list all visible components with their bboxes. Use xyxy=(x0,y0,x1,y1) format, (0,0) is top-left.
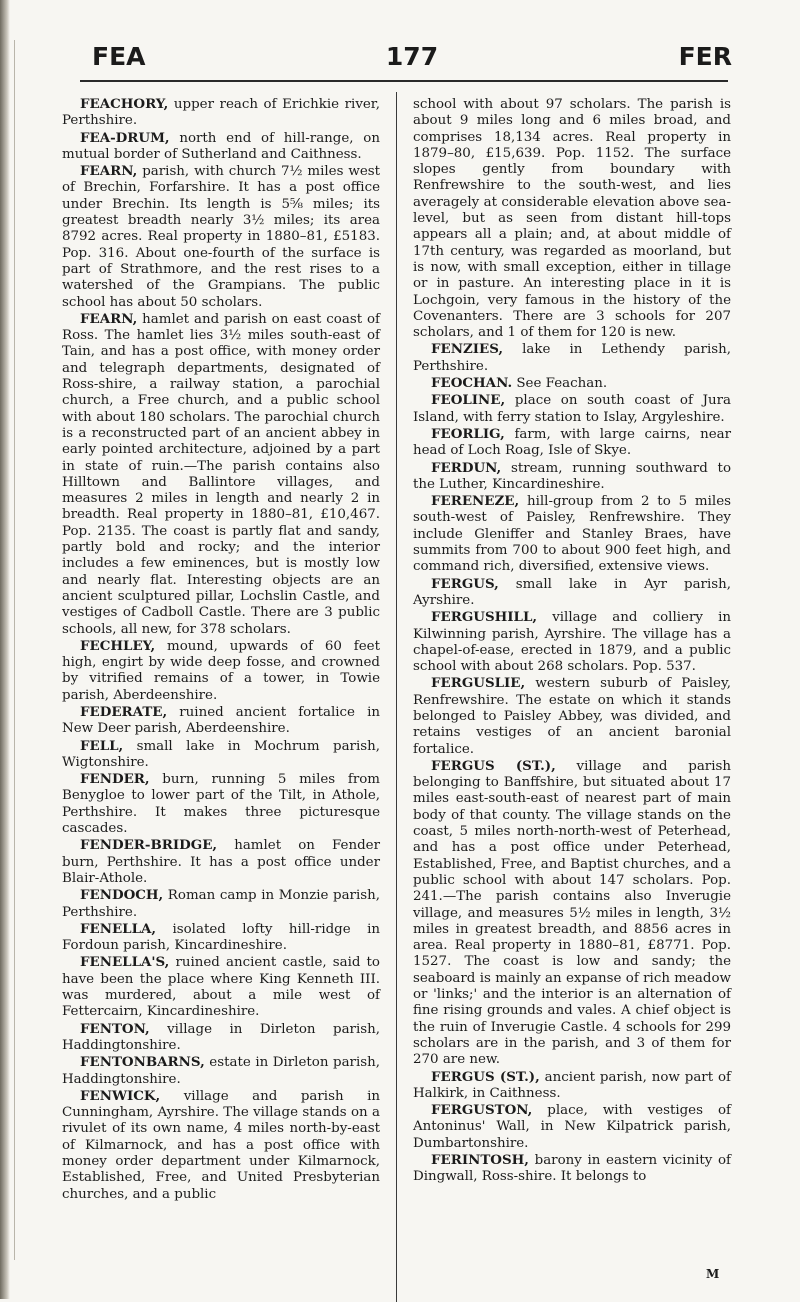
entry-term: FERGUSLIE, xyxy=(431,675,526,692)
entry-text: small lake in Mochrum parish, Wigtonshire. xyxy=(62,738,380,770)
entry-text: village in Dirleton parish, Haddingtonshire. xyxy=(62,1021,380,1053)
entry-term: FEOLINE, xyxy=(431,392,506,409)
entry-term: FEACHORY, xyxy=(80,96,169,112)
entry-text: estate in Dirleton parish, Haddingtonshire. xyxy=(62,1055,380,1087)
column-divider xyxy=(396,92,397,1302)
entry-term: FENELLA, xyxy=(80,920,157,937)
left-column xyxy=(62,96,380,1203)
gazetteer-entry xyxy=(62,96,380,130)
spine-edge-line xyxy=(14,40,15,1260)
gazetteer-entry xyxy=(413,758,731,1069)
entry-term: FENDOCH, xyxy=(80,887,164,904)
entry-term: FENWICK, xyxy=(80,1087,161,1104)
entry-text: village and colliery in Kilwinning parish, Ayrshire. The village has a chapel-of-ease, erected in 1879, and a public school with about 268 scholars. Pop. 537. xyxy=(413,610,731,675)
entry-text: barony in eastern vicinity of Dingwall, Ross-shire. It belongs to xyxy=(413,1153,731,1185)
entry-term: FERGUS (ST.), xyxy=(431,1068,540,1085)
entry-text: upper reach of Erichkie river, Perthshire. xyxy=(62,97,380,129)
entry-term: FEOCHAN. xyxy=(431,375,513,392)
gazetteer-entry xyxy=(62,1021,380,1055)
page-number: 177 xyxy=(385,42,439,71)
gazetteer-entry xyxy=(413,341,731,375)
gazetteer-entry xyxy=(62,1088,380,1203)
gazetteer-entry xyxy=(62,771,380,837)
entry-term: FEA-DRUM, xyxy=(80,129,170,146)
entry-term: FENELLA'S, xyxy=(80,954,170,971)
gazetteer-entry xyxy=(413,609,731,675)
gazetteer-entry xyxy=(62,704,380,738)
entry-text: isolated lofty hill-ridge in Fordoun parish, Kincardineshire. xyxy=(62,921,380,954)
entry-text: hill-group from 2 to 5 miles south-west of Paisley, Renfrewshire. They include Gleniffer and Stanley Braes, have summits from 700 to about 900 feet high, and command rich, diversified, extensive views. xyxy=(413,494,731,575)
entry-term: FELL, xyxy=(80,737,124,754)
entry-term: FERINTOSH, xyxy=(431,1152,529,1168)
entry-term: FENTON, xyxy=(80,1020,150,1037)
entry-text: farm, with large cairns, near head of Loch Roag, Isle of Skye. xyxy=(413,426,731,459)
entry-text: village and parish belonging to Banffshire, but situated about 17 miles east-south-east of nearest part of main body of that county. The village stands on the coast, 5 miles north-north-west of Peterhead, and has a post office under Peterhead, Established, Free, and Baptist churches, and a public school with about 147 scholars. Pop. 241.—The parish contains also Inverugie village, and measures 5½ miles in length, 3½ miles in greatest breadth, and 8856 acres in area. Real property in 1880–81, £8771. Pop. 1527. The coast is low and sandy; the seaboard is mainly an expanse of rich meadow or 'links;' and the interior is an alternation of fine rising grounds and vales. A chief object is the ruin of Inverugie Castle. 4 schools for 299 scholars are in the parish, and 3 of them for 270 are new. xyxy=(413,758,731,1068)
entry-text: lake in Lethendy parish, Perthshire. xyxy=(413,342,731,374)
book-spine-shadow xyxy=(0,0,10,1299)
gazetteer-entry xyxy=(413,375,731,392)
entry-text: school with about 97 scholars. The parish is about 9 miles long and 6 miles broad, and comprises 18,134 acres. Real property in 1879–80, £15,639. Pop. 1152. The surface slopes gently from boundary with Renfrewshire to the south-west, and lies averagely at considerable elevation above sea-level, but as seen from distant hill-tops appears all a plain; and, at about middle of 17th century, was regarded as moorland, but is now, with small exception, either in tillage or in pasture. An interesting place in it is Lochgoin, very famous in the history of the Covenanters. There are 3 schools for 207 scholars, and 1 of them for 120 is new. xyxy=(413,97,731,341)
gazetteer-entry xyxy=(62,837,380,887)
entry-term: FENDER-BRIDGE, xyxy=(80,837,218,854)
entry-term: FEDERATE, xyxy=(80,703,168,720)
entry-text: hamlet on Fender burn, Perthshire. It has a post office under Blair-Athole. xyxy=(62,838,380,886)
gazetteer-entry xyxy=(62,887,380,921)
entry-text: ruined ancient fortalice in New Deer parish, Aberdeenshire. xyxy=(62,704,380,737)
entry-text: place on south coast of Jura Island, with ferry station to Islay, Argyleshire. xyxy=(413,393,731,425)
gazetteer-entry xyxy=(62,311,380,638)
entry-term: FERDUN, xyxy=(431,459,502,476)
entry-term: FERGUSHILL, xyxy=(431,609,538,626)
entry-term: FENDER, xyxy=(80,771,150,788)
gazetteer-entry xyxy=(413,1069,731,1103)
header-guide-word-left: FEA xyxy=(92,42,146,71)
entry-text: village and parish in Cunningham, Ayrshire. The village stands on a rivulet of its own name, 4 miles north-by-east of Kilmarnock, and has a post office with money order department under Kilmarnock, Established, Free, and United Presbyterian churches, and a public xyxy=(62,1088,380,1202)
right-column xyxy=(413,96,731,1186)
gazetteer-entry xyxy=(413,576,731,610)
entry-term: FEARN, xyxy=(80,310,138,327)
entry-text: See Feachan. xyxy=(512,376,608,392)
entry-term: FERGUSTON, xyxy=(431,1102,533,1119)
gazetteer-entry xyxy=(62,638,380,704)
gazetteer-entry xyxy=(413,392,731,426)
header-guide-word-right: FER xyxy=(678,42,732,71)
entry-term: FECHLEY, xyxy=(80,637,156,654)
entry-text: mound, upwards of 60 feet high, engirt by wide deep fosse, and crowned by vitrified remains of a tower, in Towie parish, Aberdeenshire. xyxy=(62,638,380,703)
gazetteer-entry xyxy=(62,921,380,955)
entry-text: hamlet and parish on east coast of Ross. The hamlet lies 3½ miles south-east of Tain, and has a post office, with money order and telegraph departments, designated of Ross-shire, a railway station, a parochial church, a Free church, and a public school with about 180 scholars. The parochial church is a reconstructed part of an ancient abbey in early pointed architecture, adjoined by a part in state of ruin.—The parish contains also Hilltown and Ballintore villages, and measures 2 miles in length and nearly 2 in breadth. Real property in 1880–81, £10,467. Pop. 2135. The coast is partly flat and sandy, partly bold and rocky; and the interior includes a few eminences, but is mostly low and nearly flat. Interesting objects are an ancient sculptured pillar, Lochslin Castle, and vestiges of Cadboll Castle. There are 3 public schools, all new, for 378 scholars. xyxy=(62,311,380,637)
gazetteer-entry xyxy=(413,460,731,494)
entry-text: burn, running 5 miles from Benygloe to lower part of the Tilt, in Athole, Perthshire. It makes three picturesque cascades. xyxy=(62,772,380,837)
entry-text: Roman camp in Monzie parish, Perthshire. xyxy=(62,888,380,920)
gazetteer-entry xyxy=(413,1102,731,1152)
entry-text: north end of hill-range, on mutual border of Sutherland and Caithness. xyxy=(62,130,380,162)
entry-text: stream, running southward to the Luther, Kincardineshire. xyxy=(413,460,731,492)
entry-text: parish, with church 7½ miles west of Brechin, Forfarshire. It has a post office under Brechin. Its length is 5⅝ miles; its greatest breadth nearly 3½ miles; its area 8792 acres. Real property in 1880–81, £5183. Pop. 316. About one-fourth of the surface is part of Strathmore, and the rest rises to a watershed of the Grampians. The public school has about 50 scholars. xyxy=(62,164,380,310)
entry-term: FERGUS, xyxy=(431,575,499,592)
entry-text: place, with vestiges of Antoninus' Wall, in New Kilpatrick parish, Dumbartonshire. xyxy=(413,1103,731,1151)
gazetteer-entry xyxy=(62,738,380,772)
gazetteer-entry xyxy=(413,426,731,460)
gazetteer-entry xyxy=(413,493,731,575)
entry-text: ancient parish, now part of Halkirk, in Caithness. xyxy=(413,1069,731,1101)
header-rule xyxy=(80,80,728,82)
gazetteer-entry xyxy=(62,1054,380,1088)
entry-term: FERGUS (ST.), xyxy=(431,757,556,774)
gazetteer-entry xyxy=(62,954,380,1020)
entry-text: ruined ancient castle, said to have been the place where King Kenneth III. was murdered, about a mile west of Fettercairn, Kincardineshire. xyxy=(62,955,380,1020)
gazetteer-entry xyxy=(413,1152,731,1186)
entry-text: western suburb of Paisley, Renfrewshire. The estate on which it stands belonged to Paisley Abbey, was divided, and retains vestiges of an ancient baronial fortalice. xyxy=(413,676,731,757)
entry-text: small lake in Ayr parish, Ayrshire. xyxy=(413,576,731,608)
entry-term: FERENEZE, xyxy=(431,493,520,510)
running-header xyxy=(92,42,732,82)
gazetteer-entry xyxy=(413,675,731,757)
signature-mark: M xyxy=(706,1267,720,1281)
gazetteer-entry xyxy=(62,163,380,311)
entry-term: FEORLIG, xyxy=(431,425,505,442)
entry-term: FEARN, xyxy=(80,163,138,180)
entry-term: FENZIES, xyxy=(431,341,504,358)
gazetteer-entry xyxy=(62,130,380,164)
entry-term: FENTONBARNS, xyxy=(80,1054,205,1071)
gazetteer-entry xyxy=(413,96,731,341)
